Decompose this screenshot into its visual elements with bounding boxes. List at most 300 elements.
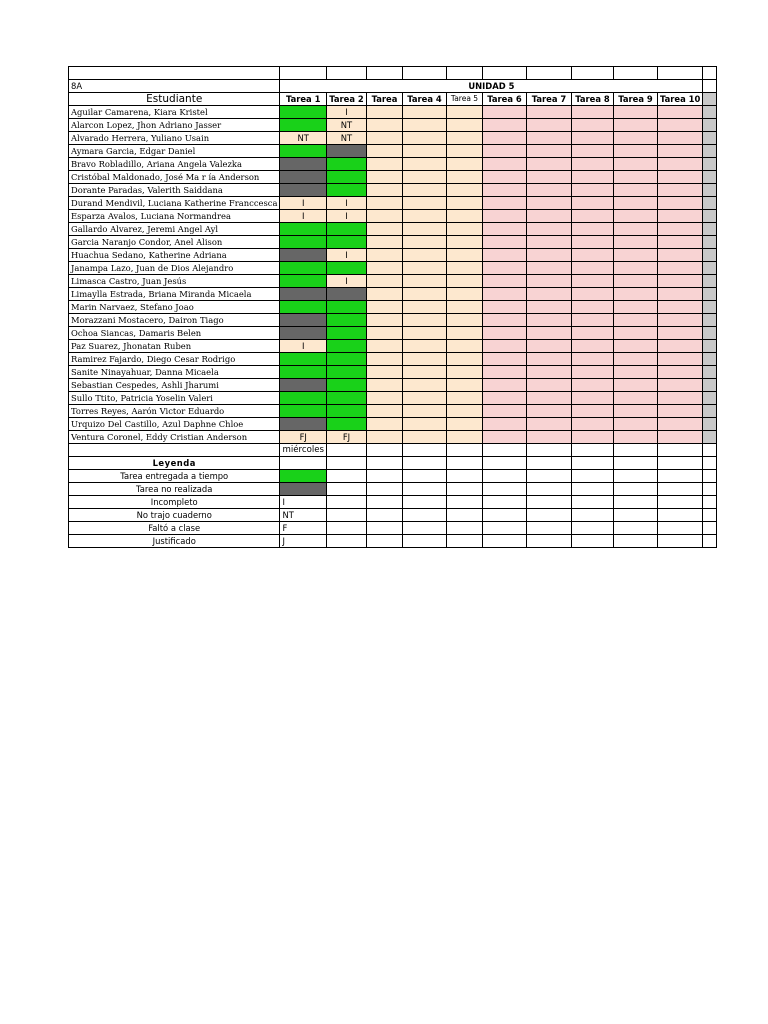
task-cell [613,131,657,144]
student-name: Durand Mendivil, Luciana Katherine Franccesca [69,196,280,209]
task-cell [446,131,482,144]
task-cell [280,261,327,274]
task-cell [446,209,482,222]
task-cell [280,352,327,365]
task-cell [366,144,402,157]
task-header: Tarea 1 [280,92,327,105]
task-cell [613,430,657,443]
task-cell [657,183,702,196]
task-header: Tarea 2 [326,92,366,105]
filler-cell [703,365,717,378]
task-cell [446,183,482,196]
task-cell [482,391,526,404]
filler-cell [703,339,717,352]
filler-cell [703,222,717,235]
task-header: Tarea 10 [657,92,702,105]
filler-cell [703,248,717,261]
task-cell [280,404,327,417]
task-cell [280,326,327,339]
filler-cell [703,378,717,391]
student-name: Cristóbal Maldonado, José Ma r ía Anderson [69,170,280,183]
task-cell [657,196,702,209]
filler-cell [703,352,717,365]
task-cell [366,352,402,365]
task-cell [613,196,657,209]
filler-cell [703,131,717,144]
task-cell: I [280,209,327,222]
task-cell [446,144,482,157]
task-cell [402,222,446,235]
task-cell [446,339,482,352]
grade-sheet [68,66,717,548]
task-cell [402,131,446,144]
task-cell [571,352,613,365]
task-cell [326,235,366,248]
task-cell [526,300,571,313]
task-cell [482,261,526,274]
task-cell [366,157,402,170]
legend-label: Justificado [69,534,280,547]
task-cell [482,365,526,378]
task-cell [366,222,402,235]
task-cell [366,339,402,352]
task-cell [613,404,657,417]
task-cell [402,300,446,313]
task-cell [526,248,571,261]
task-cell [526,222,571,235]
task-cell [657,222,702,235]
task-cell [280,183,327,196]
student-name: Janampa Lazo, Juan de Dios Alejandro [69,261,280,274]
table-row [69,144,717,157]
student-name: Torres Reyes, Aarón Victor Eduardo [69,404,280,417]
task-cell [446,430,482,443]
table-row [69,391,717,404]
task-cell [657,430,702,443]
task-cell [526,274,571,287]
task-cell [446,222,482,235]
student-name: Dorante Paradas, Valerith Saiddana [69,183,280,196]
task-cell [326,300,366,313]
blank-top-row [69,67,717,80]
task-cell [402,248,446,261]
task-cell [482,417,526,430]
task-cell [613,118,657,131]
legend-item [69,521,717,534]
task-cell [446,417,482,430]
task-cell [571,209,613,222]
task-cell [326,365,366,378]
task-cell [402,157,446,170]
task-cell [402,261,446,274]
task-cell [366,274,402,287]
table-row [69,222,717,235]
task-cell [366,261,402,274]
table-row [69,313,717,326]
task-cell [657,404,702,417]
legend-label: No trajo cuaderno [69,508,280,521]
task-cell [613,157,657,170]
task-cell [613,248,657,261]
task-cell [366,313,402,326]
task-cell [402,404,446,417]
table-row [69,404,717,417]
task-cell [366,391,402,404]
task-cell [366,131,402,144]
task-cell [280,300,327,313]
task-header: Tarea 5 [446,92,482,105]
student-name: Aymara Garcia, Edgar Daniel [69,144,280,157]
task-cell [446,235,482,248]
student-header: Estudiante [69,92,280,105]
task-cell [657,339,702,352]
task-cell [613,352,657,365]
task-cell [571,326,613,339]
task-cell [446,261,482,274]
task-cell [280,235,327,248]
legend-label: Tarea entregada a tiempo [69,469,280,482]
task-cell [526,157,571,170]
task-cell [366,248,402,261]
task-cell [326,170,366,183]
task-cell: I [280,196,327,209]
task-cell [657,144,702,157]
task-cell [280,144,327,157]
task-cell [482,144,526,157]
legend-swatch [280,482,327,495]
task-cell [571,339,613,352]
task-cell: I [326,196,366,209]
task-cell [571,261,613,274]
task-cell [657,378,702,391]
task-header: Tarea 8 [571,92,613,105]
task-cell [613,417,657,430]
task-cell [526,144,571,157]
task-cell [657,248,702,261]
task-cell [326,352,366,365]
task-cell [571,274,613,287]
task-cell [613,391,657,404]
task-cell [526,378,571,391]
filler-cell [703,157,717,170]
task-cell: FJ [326,430,366,443]
task-cell: NT [280,131,327,144]
task-cell [366,209,402,222]
task-cell [657,313,702,326]
task-cell [526,118,571,131]
student-name: Garcia Naranjo Condor, Anel Alison [69,235,280,248]
task-cell [526,105,571,118]
task-cell [366,170,402,183]
task-cell [571,430,613,443]
task-cell [402,352,446,365]
task-cell [366,430,402,443]
task-cell [402,144,446,157]
task-cell [613,209,657,222]
task-cell [326,391,366,404]
task-cell [366,235,402,248]
task-cell [280,417,327,430]
task-cell [526,365,571,378]
task-cell [482,339,526,352]
student-name: Ventura Coronel, Eddy Cristian Anderson [69,430,280,443]
task-cell [571,170,613,183]
task-cell [326,183,366,196]
legend-item [69,534,717,547]
task-cell [402,378,446,391]
table-row [69,248,717,261]
task-cell [613,170,657,183]
task-cell [366,404,402,417]
table-row [69,183,717,196]
legend-label: Incompleto [69,495,280,508]
task-cell [613,287,657,300]
task-cell [446,248,482,261]
task-cell [280,170,327,183]
task-cell [657,209,702,222]
task-cell [526,196,571,209]
task-cell [657,235,702,248]
task-cell [482,183,526,196]
task-cell [526,417,571,430]
task-cell [613,365,657,378]
task-cell: NT [326,118,366,131]
task-cell [571,287,613,300]
task-cell [446,274,482,287]
task-cell [526,352,571,365]
task-cell [280,365,327,378]
table-row [69,274,717,287]
task-cell [446,365,482,378]
task-cell [613,144,657,157]
student-name: Bravo Robladillo, Ariana Angela Valezka [69,157,280,170]
unit-title: UNIDAD 5 [280,79,703,92]
table-row [69,209,717,222]
filler-cell [703,118,717,131]
task-cell [280,313,327,326]
filler-cell [703,183,717,196]
task-cell: NT [326,131,366,144]
header-row [69,92,717,105]
task-cell [571,365,613,378]
table-row [69,352,717,365]
task-cell [571,235,613,248]
task-cell [446,196,482,209]
task-cell [571,391,613,404]
group-label: 8A [69,79,280,92]
task-cell [482,287,526,300]
task-cell [366,417,402,430]
legend-item [69,469,717,482]
student-name: Urquizo Del Castillo, Azul Daphne Chloe [69,417,280,430]
task-cell: I [326,209,366,222]
student-name: Limaylla Estrada, Briana Miranda Micaela [69,287,280,300]
task-cell [526,339,571,352]
task-cell [657,261,702,274]
task-cell [571,157,613,170]
task-cell [613,222,657,235]
task-cell [482,313,526,326]
task-cell [526,404,571,417]
task-cell [446,287,482,300]
task-header: Tarea 4 [402,92,446,105]
task-cell [446,157,482,170]
task-cell [657,118,702,131]
student-name: Gallardo Alvarez, Jeremi Angel Ayl [69,222,280,235]
task-cell [482,222,526,235]
filler-cell [703,391,717,404]
task-cell [526,326,571,339]
task-cell [366,105,402,118]
task-cell [526,261,571,274]
task-cell: FJ [280,430,327,443]
task-cell [657,352,702,365]
student-name: Huachua Sedano, Katherine Adriana [69,248,280,261]
legend-item [69,482,717,495]
student-name: Alarcon Lopez, Jhon Adriano Jasser [69,118,280,131]
task-cell [482,118,526,131]
task-cell [482,170,526,183]
student-name: Sebastian Cespedes, Ashli Jharumi [69,378,280,391]
task-cell [613,105,657,118]
student-name: Ramirez Fajardo, Diego Cesar Rodrigo [69,352,280,365]
task-cell: I [280,339,327,352]
task-cell [526,170,571,183]
task-cell [526,183,571,196]
task-cell [571,183,613,196]
student-name: Marin Narvaez, Stefano Joao [69,300,280,313]
task-cell: I [326,105,366,118]
task-cell [657,157,702,170]
filler-cell [703,404,717,417]
task-cell [613,378,657,391]
filler-cell [703,417,717,430]
table-row [69,326,717,339]
task-cell [571,105,613,118]
task-cell [571,313,613,326]
task-cell: I [326,248,366,261]
student-name: Aguilar Camarena, Kiara Kristel [69,105,280,118]
student-name: Morazzani Mostacero, Dairon Tiago [69,313,280,326]
task-cell [613,300,657,313]
filler-cell [703,235,717,248]
task-cell [571,118,613,131]
legend-item [69,508,717,521]
task-header: Tarea 6 [482,92,526,105]
task-cell [402,365,446,378]
task-cell [657,326,702,339]
filler-cell [703,196,717,209]
task-cell [366,365,402,378]
task-cell [402,391,446,404]
task-cell [326,144,366,157]
task-cell [482,235,526,248]
legend-title-row [69,456,717,469]
filler-cell [703,300,717,313]
task-cell [657,417,702,430]
task-cell [482,105,526,118]
table-row [69,417,717,430]
student-name: Ochoa Siancas, Damaris Belen [69,326,280,339]
table-row [69,196,717,209]
task-cell [402,183,446,196]
task-cell [280,248,327,261]
task-cell [326,339,366,352]
task-cell [482,248,526,261]
table-row [69,157,717,170]
filler-cell [703,209,717,222]
task-cell [280,105,327,118]
table-row [69,287,717,300]
table-row [69,235,717,248]
task-cell [482,274,526,287]
task-cell [657,365,702,378]
legend-item [69,495,717,508]
task-cell [657,105,702,118]
task-cell [326,287,366,300]
table-row [69,430,717,443]
task-cell [613,261,657,274]
task-cell [526,287,571,300]
legend-label: Faltó a clase [69,521,280,534]
task-cell [657,131,702,144]
task-cell [402,417,446,430]
table-row [69,339,717,352]
legend-label: Tarea no realizada [69,482,280,495]
task-cell [613,183,657,196]
task-cell [446,352,482,365]
task-cell [571,144,613,157]
task-cell [482,196,526,209]
task-cell [526,235,571,248]
task-cell [482,326,526,339]
task-cell [613,326,657,339]
task-cell [613,339,657,352]
task-cell [280,222,327,235]
task-cell [280,118,327,131]
task-header: Tarea 7 [526,92,571,105]
task-cell [402,105,446,118]
task-cell [402,209,446,222]
student-name: Sanite Ninayahuar, Danna Micaela [69,365,280,378]
filler-cell [703,261,717,274]
task-header: Tarea 9 [613,92,657,105]
task-cell [280,391,327,404]
task-cell [402,287,446,300]
task-cell [571,222,613,235]
table-row [69,300,717,313]
task-header: Tarea [366,92,402,105]
table-row [69,118,717,131]
task-cell [446,170,482,183]
task-cell [446,404,482,417]
task-cell [366,287,402,300]
task-cell [366,196,402,209]
task-cell [402,339,446,352]
legend-swatch: NT [280,508,327,521]
filler-cell [703,274,717,287]
day-label: miércoles [280,443,327,456]
task-cell [402,274,446,287]
task-cell [571,196,613,209]
student-name: Alvarado Herrera, Yuliano Usain [69,131,280,144]
table-row [69,170,717,183]
task-cell [613,235,657,248]
task-cell [446,313,482,326]
task-cell [571,417,613,430]
filler-cell [703,326,717,339]
table-row [69,131,717,144]
